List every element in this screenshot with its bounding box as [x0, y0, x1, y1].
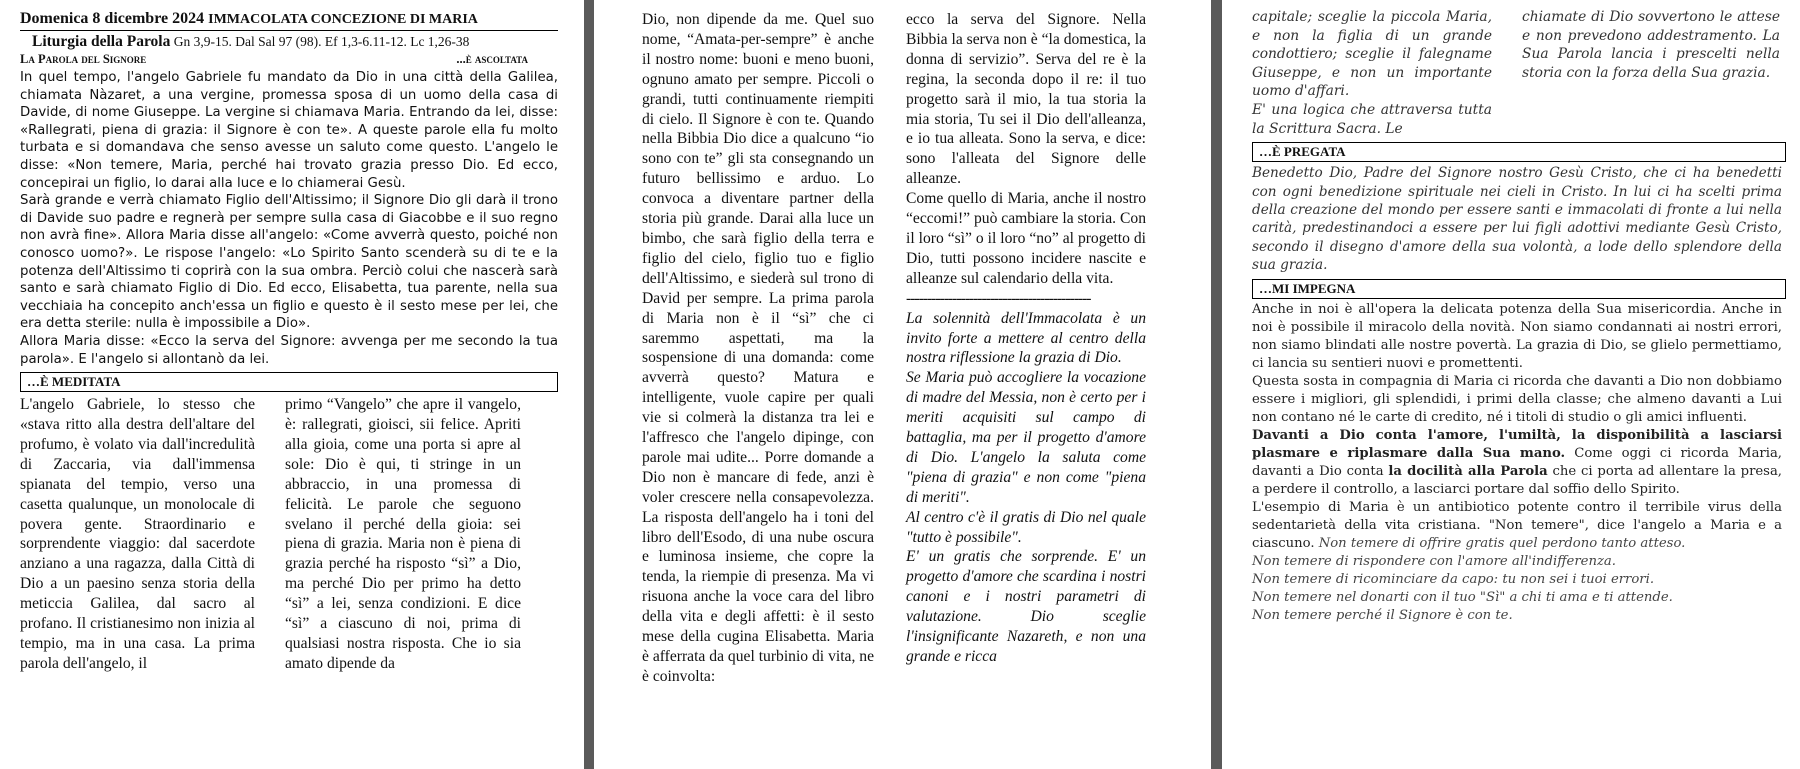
- section-left: La Parola del Signore: [20, 52, 147, 66]
- impegna-text: [1252, 301, 1782, 625]
- pregata-header: …È PREGATA: [1252, 142, 1786, 162]
- date-header: [20, 10, 558, 31]
- paragraph: Anche in noi è all'opera la delicata potenza della Sua misericordia. Anche in noi è possibile il miracolo della novità. Non siamo condannati ai nostri errori, non siamo blindati alle nostre povertà. La grazia di Dio, se glielo permettiamo, ci lancia su sentieri nuovi e promettenti.: [1252, 301, 1782, 371]
- page2-col-1: Dio, non dipende da me. Quel suo nome, “Amata-per-sempre” è anche il nostro nome: buoni e meno buoni, ognuno amato per sempre. Piccoli o grandi, tutti continuamente riempiti di cielo. Il Signore è con te. Quando nella Bibbia Dio dice a qualcuno “io sono con te” gli sta consegnando un futuro bellissimo e arduo. Lo convoca a diventare partner della storia più grande. Darai alla luce un bimbo, che sarà figlio della terra e figlio del cielo, figlio tuo e figlio dell'Altissimo, e siederà sul trono di David per sempre. La prima parola di Maria non è il “sì” che ci saremmo aspettati, ma la sospensione di una domanda: come avverrà questo? Matura e intelligente, vuole capire per quali vie si colmerà la distanza tra lei e l'affresco che l'angelo dipinge, con parole mai udite... Porre domande a Dio non è mancare di fede, anzi è voler crescere nella consapevolezza. La risposta dell'angelo ha i toni del libro dell'Esodo, di una nube oscura e luminosa insieme, che copre la tenda, la riempie di presenza. Ma vi risuona anche la voce cara del libro della vita e degli affetti: è il sesto mese della cugina Elisabetta. Maria è afferrata da quel turbinio di vita, ne è coinvolta:: [642, 11, 874, 685]
- paragraph: [1252, 427, 1782, 499]
- italic-paragraph: E' un gratis che sorprende. E' un progetto d'amore che scardina i nostri canoni e i nostri parametri di valutazione. Dio sceglie l'insignificante Nazareth, e non una grande e ricca: [906, 548, 1146, 665]
- italic-line: Non temere perché il Signore è con te.: [1252, 607, 1513, 623]
- page-3: [1222, 0, 1800, 769]
- paragraph: [1252, 499, 1782, 553]
- section-header-row: [20, 52, 558, 67]
- page3-col-2: chiamate di Dio sovvertono le attese e non prevedono addestramento. La Sua Parola lancia i prescelti nella storia con la forza della Sua grazia.: [1522, 9, 1780, 81]
- meditata-header: …È MEDITATA: [20, 372, 558, 392]
- italic-line: Non temere nel donarti con il tuo "Sì" a chi ti ama e ti attende.: [1252, 589, 1673, 605]
- pregata-text: Benedetto Dio, Padre del Signore nostro Gesù Cristo, che ci ha benedetti con ogni benedizione spirituale nei cieli in Cristo. In lui ci ha scelti prima della creazione del mondo per essere santi e immacolati di fronte a lui nella carità, predestinandoci a essere per lui figli adottivi mediante Gesù Cristo, secondo il disegno d'amore della sua volontà, a lode dello splendore della sua grazia.: [1252, 165, 1782, 274]
- bold-text: la docilità alla Parola: [1388, 463, 1548, 479]
- feast-title: IMMACOLATA CONCEZIONE DI MARIA: [208, 12, 478, 27]
- page3-col-1: [1252, 8, 1492, 138]
- meditata-columns: [20, 395, 558, 674]
- date: Domenica 8 dicembre 2024: [20, 10, 205, 27]
- gospel-paragraph: Allora Maria disse: «Ecco la serva del Signore: avvenga per me secondo la tua parola». E l'angelo si allontanò da lei.: [20, 333, 558, 367]
- paragraph: Questa sosta in compagnia di Maria ci ricorda che davanti a Dio non dobbiamo essere i migliori, gli splendidi, i primi della classe; che almeno davanti a Lui non contano né le carte di credito, né i titoli di studio o gli amici influenti.: [1252, 373, 1782, 425]
- page-2: [594, 0, 1211, 769]
- paragraph: capitale; sceglie la piccola Maria, e non la figlia di un grande condottiero; sceglie il falegname Giuseppe, e non un importante uomo d'affari.: [1252, 9, 1492, 100]
- page2-col-2: [906, 10, 1146, 687]
- italic-text: Non temere di offrire gratis quel perdono tanto atteso.: [1314, 535, 1686, 551]
- dashed-divider: --------------------------------------------: [906, 289, 1091, 307]
- liturgy-label: Liturgia della Parola: [32, 33, 171, 50]
- italic-line: Non temere di rispondere con l'amore all'indifferenza.: [1252, 553, 1616, 569]
- paragraph: ecco la serva del Signore. Nella Bibbia la serva non è “la domestica, la donna di servizio”. Serva del re è la regina, la seconda dopo il re: il tuo progetto sarà il mio, la tua storia la mia storia, Tu sei il Dio dell'alleanza, e io tua alleata. Sono la serva, e dice: sono l'alleata del Signore delle alleanze.: [906, 11, 1146, 188]
- gospel-paragraph: Sarà grande e verrà chiamato Figlio dell'Altissimo; il Signore Dio gli darà il trono di Davide suo padre e regnerà per sempre sulla casa di Giacobbe e il suo regno non avrà fine». Allora Maria disse all'angelo: «Come avverrà questo, poiché non conosco uomo?». Le rispose l'angelo: «Lo Spirito Santo scenderà su di te e la potenza dell'Altissimo ti coprirà con la sua ombra. Perciò colui che nascerà sarà santo e sarà chiamato Figlio di Dio. Ed ecco, Elisabetta, tua parente, nella sua vecchiaia ha concepito anch'essa un figlio e questo è il sesto mese per lei, che era detta sterile: nulla è impossibile a Dio».: [20, 193, 558, 332]
- bold-text: Davanti a Dio conta l'amore, l'umiltà, la disponibilità a lasciarsi plasmare e riplasmare dalla Sua mano.: [1252, 427, 1782, 461]
- page-separator: [1211, 0, 1222, 769]
- page-separator: [584, 0, 594, 769]
- liturgy-refs: Gn 3,9-15. Dal Sal 97 (98). Ef 1,3-6.11-12. Lc 1,26-38: [173, 34, 470, 49]
- gospel-paragraph: In quel tempo, l'angelo Gabriele fu mandato da Dio in una città della Galilea, chiamata Nàzaret, a una vergine, promessa sposa di un uomo della casa di Davide, di nome Giuseppe. La vergine si chiamava Maria. Entrando da lei, disse: «Rallegrati, piena di grazia: il Signore è con te». A queste parole ella fu molto turbata e si domandava che senso avesse un saluto come questo. L'angelo le disse: «Non temere, Maria, perché hai trovato grazia presso Dio. Ed ecco, concepirai un figlio, lo darai alla luce e lo chiamerai Gesù.: [20, 70, 558, 191]
- page3-columns: [1252, 8, 1780, 138]
- italic-paragraph: Al centro c'è il gratis di Dio nel quale "tutto è possibile".: [906, 508, 1146, 546]
- gospel-text: [20, 69, 558, 368]
- meditata-col-1: L'angelo Gabriele, lo stesso che «stava ritto alla destra dell'altare del profumo, è volato via dall'incredulità di Zaccaria, via dall'immensa spianata del tempio, verso una casetta qualunque, un monolocale di povera gente. Straordinario e sorprendente viaggio: dal sacerdote anziano a una ragazza, dalla Città di Dio a un paesino senza storia della meticcia Galilea, dal sacro al profano. Il cristianesimo non inizia al tempio, ma in una casa. La prima parola dell'angelo, il: [20, 396, 255, 672]
- italic-paragraph: Se Maria può accogliere la vocazione di madre del Messia, non è certo per i meriti acquisiti sul campo di battaglia, ma per il progetto d'amore di Dio. L'angelo la saluta come "piena di grazia" e non come "piena di meriti".: [906, 369, 1146, 506]
- paragraph: E' una logica che attraversa tutta la Scrittura Sacra. Le: [1252, 101, 1492, 137]
- liturgy-line: [20, 33, 558, 51]
- meditata-col-2: primo “Vangelo” che apre il vangelo, è: rallegrati, gioisci, sii felice. Apriti alla gioia, come una porta si apre al sole: Dio è qui, ti stringe in un abbraccio, in una promessa di felicità. Le parole che seguono svelano il perché della gioia: sei piena di grazia. Maria non è piena di grazia perché ha risposto “sì” a Dio, ma perché Dio per primo ha detto “sì” a lei, senza condizioni. E dice “sì” a ciascuno di noi, prima di qualsiasi nostra risposta. Che io sia amato dipende da: [285, 396, 521, 672]
- page-1: [0, 0, 584, 769]
- italic-line: Non temere di ricominciare da capo: tu non sei i tuoi errori.: [1252, 571, 1655, 587]
- text: Come oggi ci ricorda Maria, davanti a Dio conta: [1252, 445, 1783, 479]
- section-right: ...è ascoltata: [456, 52, 528, 66]
- paragraph: Come quello di Maria, anche il nostro “eccomi!” può cambiare la storia. Con il loro “sì” o il loro “no” al progetto di Dio, tutti possono incidere nascite e alleanze sul calendario della vita.: [906, 190, 1146, 287]
- text: che ci porta ad allentare la presa, a perdere il controllo, a lasciarci portare dal soffio dello Spirito.: [1252, 463, 1782, 497]
- text: L'esempio di Maria è un antibiotico potente contro il terribile virus della sedentarietà della vita cristiana. "Non temere", dice l'angelo a Maria e a ciascuno.: [1252, 499, 1782, 551]
- page2-columns: [642, 10, 1191, 687]
- italic-paragraph: La solennità dell'Immacolata è un invito forte a mettere al centro della nostra riflessione la grazia di Dio.: [906, 309, 1146, 367]
- impegna-header: …MI IMPEGNA: [1252, 279, 1786, 299]
